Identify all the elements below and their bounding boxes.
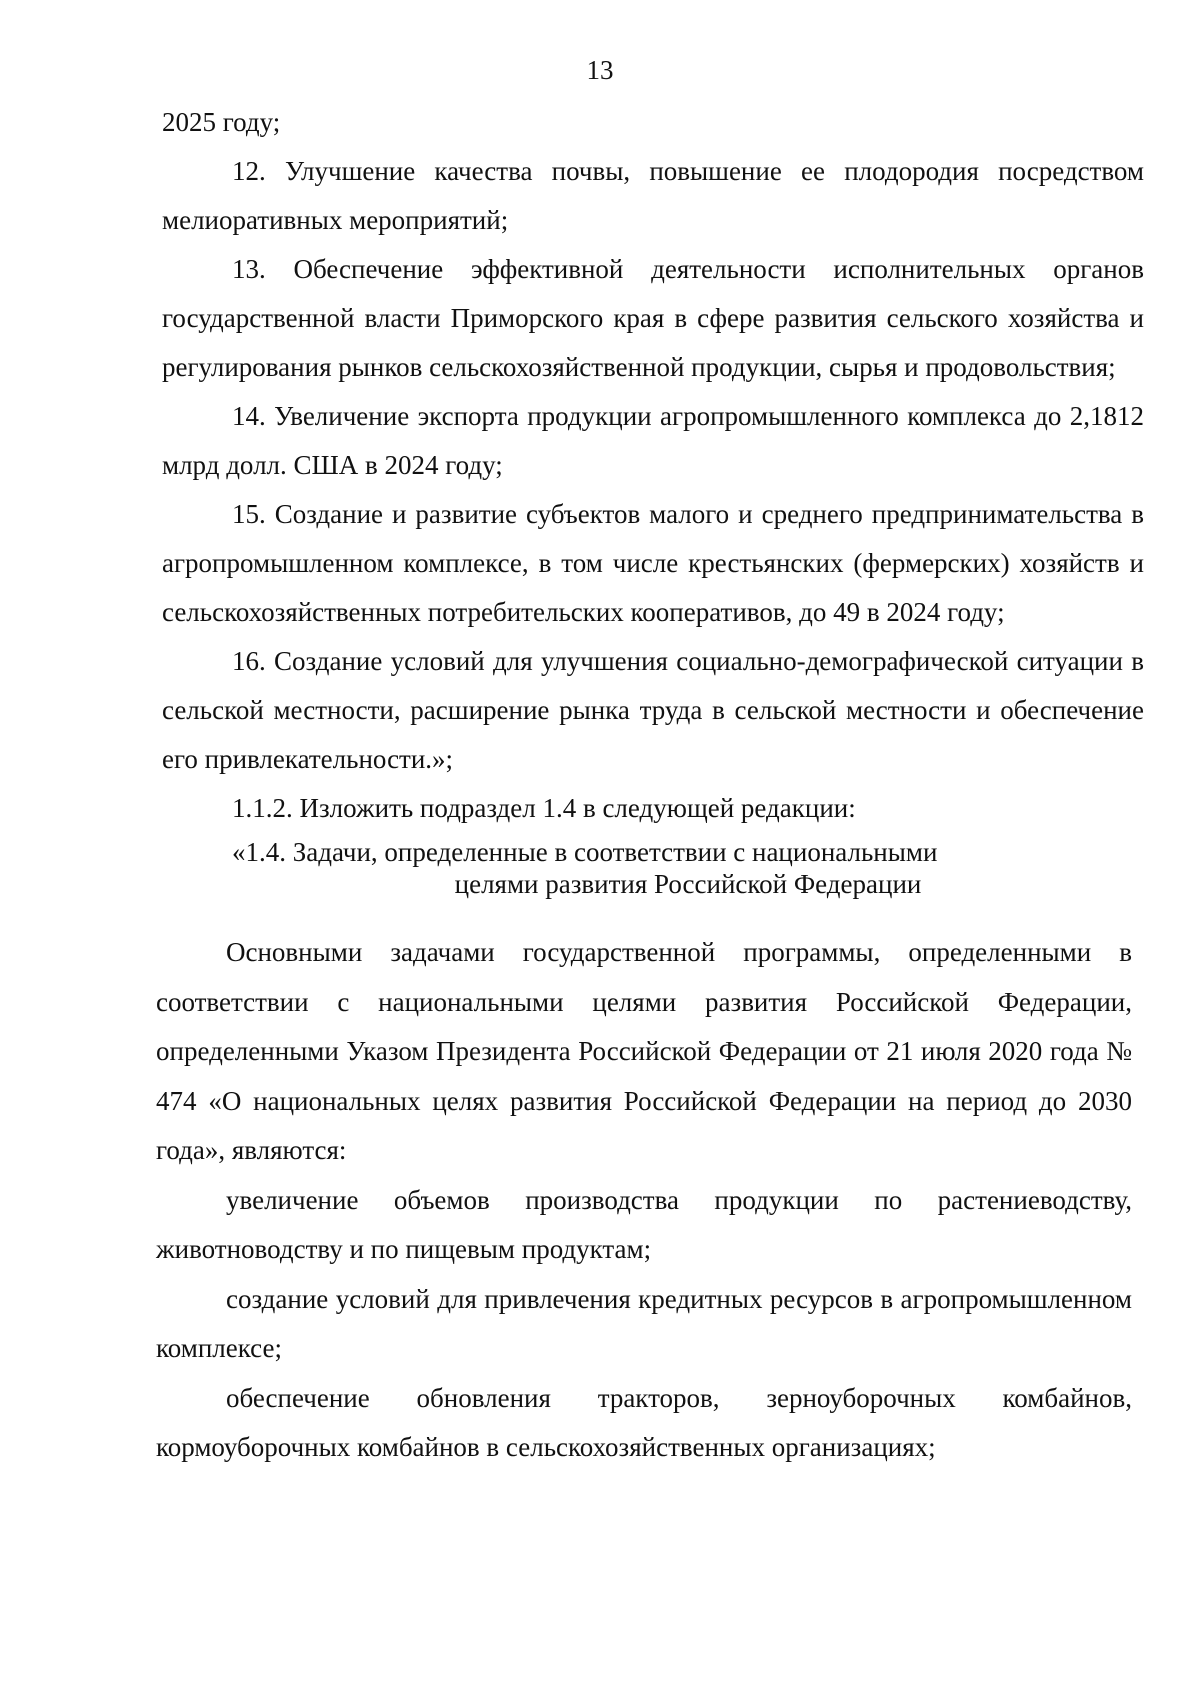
paragraph-task-production: увеличение объемов производства продукции по растениеводству, животноводству и по пищевым продуктам; — [156, 1184, 1132, 1264]
page-number: 13 — [586, 55, 614, 85]
paragraph-task-machinery: обеспечение обновления тракторов, зерноуборочных комбайнов, кормоуборочных комбайнов в сельскохозяйственных организациях; — [156, 1382, 1132, 1462]
paragraph-item-15: 15. Создание и развитие субъектов малого и среднего предпринимательства в агропромышленном комплексе, в том числе крестьянских (фермерских) хозяйств и сельскохозяйственных потребительских кооперативов, до 49 в 2024 году; — [162, 499, 1144, 627]
paragraph-item-16: 16. Создание условий для улучшения социально-демографической ситуации в сельской местности, расширение рынка труда в сельской местности и обеспечение его привлекательности.»; — [162, 646, 1144, 774]
subsection-heading — [162, 836, 1144, 900]
paragraph-task-credit: создание условий для привлечения кредитных ресурсов в агропромышленном комплексе; — [156, 1283, 1132, 1363]
paragraph-item-13: 13. Обеспечение эффективной деятельности исполнительных органов государственной власти Приморского края в сфере развития сельского хозяйства и регулирования рынков сельскохозяйственной продукции, сырья и продовольствия; — [162, 254, 1144, 382]
section-tasks — [156, 928, 1132, 1473]
paragraph-continuation: 2025 году; — [162, 107, 281, 137]
heading-text — [162, 836, 1144, 900]
paragraph-instruction: 1.1.2. Изложить подраздел 1.4 в следующей редакции: — [232, 793, 856, 823]
heading-line-1: «1.4. Задачи, определенные в соответствии с национальными — [232, 837, 938, 867]
section-goals-continued — [162, 98, 1144, 833]
paragraph-item-14: 14. Увеличение экспорта продукции агропромышленного комплекса до 2,1812 млрд долл. США в 2024 году; — [162, 401, 1144, 480]
document-body — [156, 98, 1144, 1473]
paragraph-item-12: 12. Улучшение качества почвы, повышение ее плодородия посредством мелиоративных мероприятий; — [162, 156, 1144, 235]
paragraph-tasks-intro: Основными задачами государственной программы, определенными в соответствии с национальными целями развития Российской Федерации, определенными Указом Президента Российской Федерации от 21 июля 2020 года № 474 «О национальных целях развития Российской Федерации на период до 2030 года», являются: — [156, 937, 1132, 1165]
heading-line-2: целями развития Российской Федерации — [454, 869, 922, 899]
